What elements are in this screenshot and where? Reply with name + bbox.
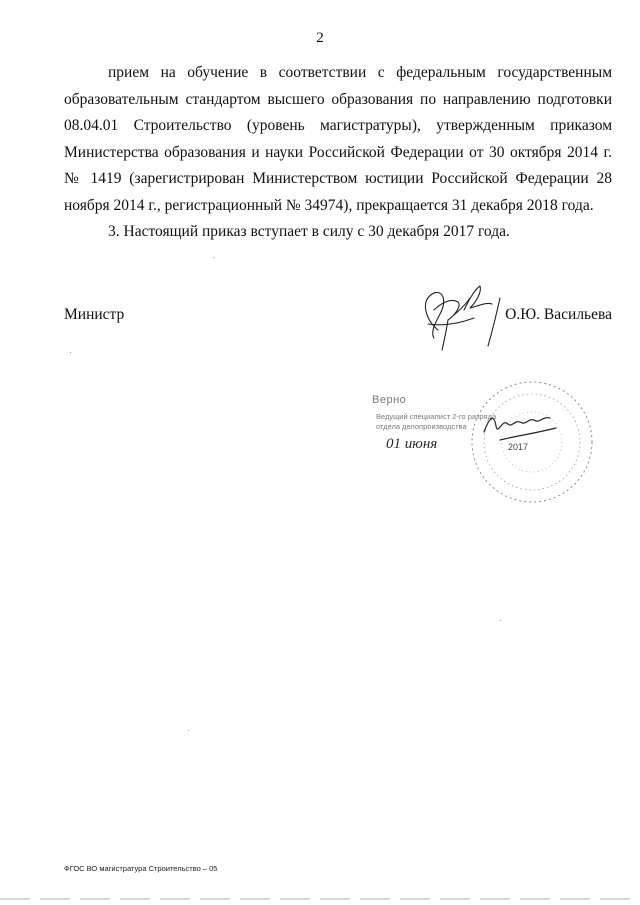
signatory-title: Министр [64,306,125,323]
stamp-handwritten-date: 01 июня [386,436,438,452]
handwritten-signature-icon [408,280,508,352]
document-body [64,60,612,246]
certification-stamp [372,378,592,508]
stamp-position-line2: отдела делопроизводства [376,422,467,431]
scan-speck [213,257,214,258]
scan-speck [188,730,189,731]
scan-speck [70,352,71,353]
stamp-verified-label: Верно [372,394,407,406]
paragraph-effective-date: 3. Настоящий приказ вступает в силу с 30 декабря 2017 года. [108,223,510,240]
scan-edge [0,898,640,900]
paragraph-continuation: прием на обучение в соответствии с федеральным государственным образовательным стандартом высшего образования по направлению подготовки 08.04.01 Строительство (уровень магистратуры), утвержденным приказом Министерства образования и науки Российской Федерации от 30 октября 2014 г. № 1419 (зарегистрирован Министерством юстиции Российской Федерации 28 ноября 2014 г., регистрационный № 34974), прекращается 31 декабря 2018 года. [64,64,612,214]
stamp-year: 2017 [508,442,529,452]
stamp-position-line1: Ведущий специалист 2-го разряда [376,412,497,421]
page-number: 2 [316,30,324,46]
stamp-signature-icon [480,406,560,446]
scan-speck [500,620,501,621]
document-footer: ФГОС ВО магистратура Строительство – 05 [64,864,218,873]
signatory-name: О.Ю. Васильева [505,306,612,323]
